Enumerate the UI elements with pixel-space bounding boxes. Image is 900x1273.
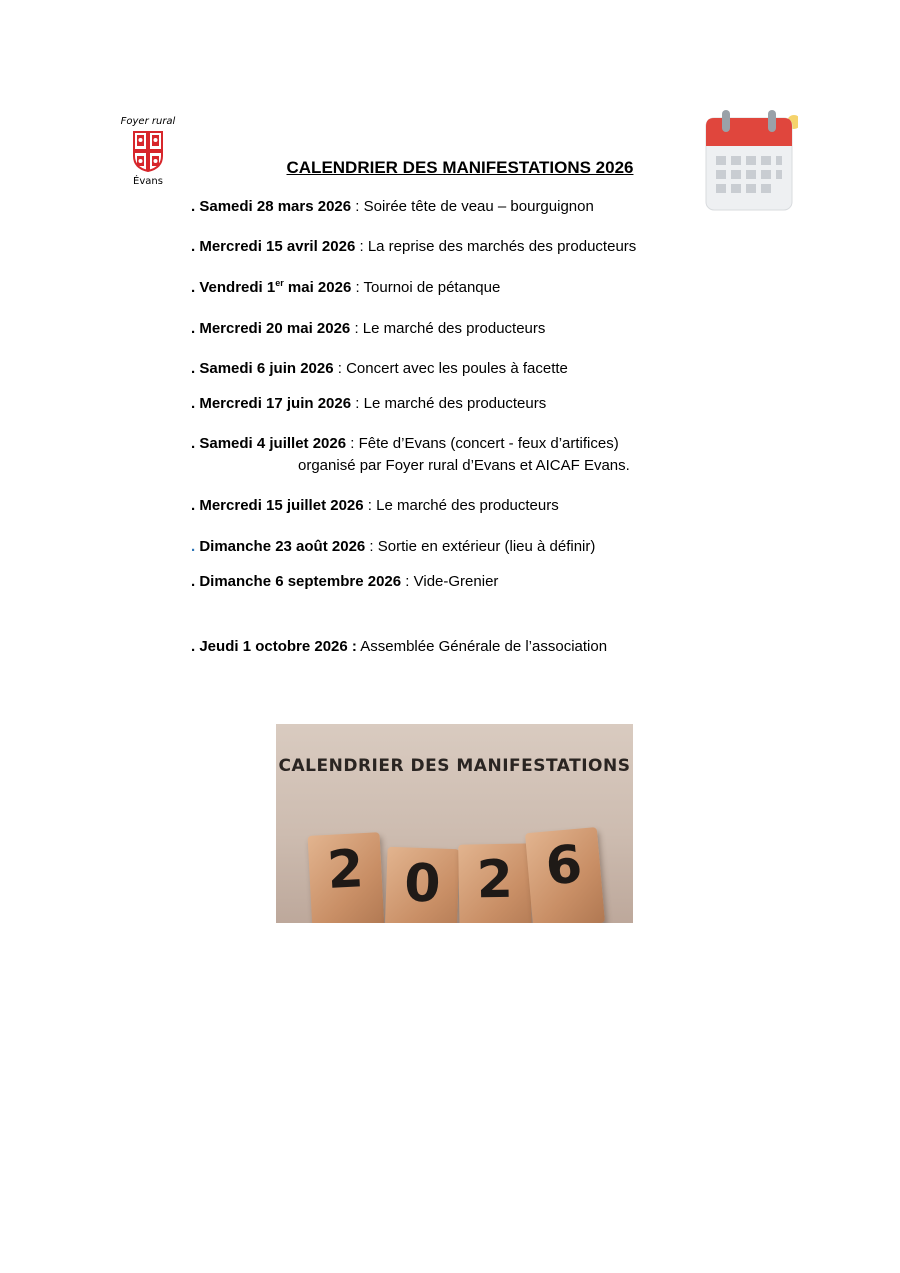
- page-title: CALENDRIER DES MANIFESTATIONS 2026: [286, 158, 634, 177]
- event-bullet: .: [191, 198, 196, 215]
- event-separator: :: [351, 279, 364, 296]
- event-separator: :: [351, 395, 364, 412]
- event-bullet: .: [191, 573, 196, 590]
- event-continuation: organisé par Foyer rural d’Evans et AICAF Evans.: [298, 457, 630, 474]
- event-date: Mercredi 20 mai 2026: [199, 320, 351, 337]
- event-date: Jeudi 1 octobre 2026 :: [199, 638, 357, 655]
- event-item: [191, 573, 498, 590]
- block-digit: 2: [476, 849, 514, 911]
- event-description: Sortie en extérieur (lieu à définir): [377, 538, 596, 555]
- foyer-rural-logo: [115, 112, 181, 194]
- event-item: [191, 279, 500, 296]
- event-description: Fête d’Evans (concert - feux d’artifices): [358, 435, 619, 452]
- event-date: Dimanche 23 août 2026: [199, 538, 366, 555]
- event-bullet: .: [191, 638, 196, 655]
- event-item: [191, 435, 619, 452]
- event-description: Le marché des producteurs: [376, 497, 559, 514]
- event-bullet: .: [191, 497, 196, 514]
- event-description: Tournoi de pétanque: [363, 279, 501, 296]
- event-separator: :: [350, 320, 363, 337]
- event-description: Assemblée Générale de l’association: [360, 638, 608, 655]
- event-separator: :: [346, 435, 359, 452]
- event-item: [191, 638, 607, 655]
- wooden-block: [384, 847, 459, 923]
- event-date-suffix: mai 2026: [283, 279, 352, 296]
- event-bullet: .: [191, 320, 196, 337]
- event-separator: :: [333, 360, 347, 377]
- block-digit: 6: [543, 834, 585, 898]
- event-description: Soirée tête de veau – bourguignon: [363, 198, 594, 215]
- event-date: Dimanche 6 septembre 2026: [199, 573, 402, 590]
- event-date: Samedi 4 juillet 2026: [199, 435, 347, 452]
- event-date-superscript: er: [275, 278, 284, 288]
- block-digit: 0: [403, 853, 442, 915]
- event-item: [191, 320, 545, 337]
- event-date: Samedi 28 mars 2026: [199, 198, 352, 215]
- event-date: Mercredi 15 juillet 2026: [199, 497, 364, 514]
- event-item: [191, 360, 568, 377]
- logo-top-text: Foyer rural: [120, 116, 176, 127]
- wooden-block: [308, 832, 385, 923]
- photo-caption: CALENDRIER DES MANIFESTATIONS: [278, 756, 631, 776]
- block-digit: 2: [325, 839, 366, 901]
- event-bullet: .: [191, 238, 196, 255]
- wooden-block: [458, 843, 532, 923]
- calendar-2026-photo: [276, 724, 633, 923]
- event-description: Concert avec les poules à facette: [346, 360, 568, 377]
- event-bullet: .: [191, 435, 196, 452]
- event-item: [191, 395, 546, 412]
- event-date: Mercredi 17 juin 2026: [199, 395, 352, 412]
- event-date: Mercredi 15 avril 2026: [199, 238, 356, 255]
- event-bullet: .: [191, 395, 196, 412]
- logo-bottom-text: Évans: [133, 176, 163, 187]
- event-separator: :: [355, 238, 368, 255]
- event-separator: :: [401, 573, 414, 590]
- event-description: Le marché des producteurs: [362, 320, 546, 337]
- event-date-prefix: Vendredi 1: [199, 279, 276, 296]
- event-bullet: .: [191, 360, 196, 377]
- event-separator: :: [363, 497, 377, 514]
- event-date: [199, 279, 351, 296]
- event-item: [191, 497, 559, 514]
- event-description: Vide-Grenier: [413, 573, 499, 590]
- event-separator: :: [365, 538, 378, 555]
- event-bullet: .: [191, 538, 196, 555]
- event-description: Le marché des producteurs: [363, 395, 547, 412]
- event-separator: :: [351, 198, 364, 215]
- wooden-block: [525, 827, 605, 923]
- event-bullet: .: [191, 279, 196, 296]
- event-description: La reprise des marchés des producteurs: [367, 238, 637, 255]
- event-date: Samedi 6 juin 2026: [199, 360, 334, 377]
- event-item: [191, 198, 594, 215]
- event-item: [191, 238, 636, 255]
- event-item: [191, 538, 595, 555]
